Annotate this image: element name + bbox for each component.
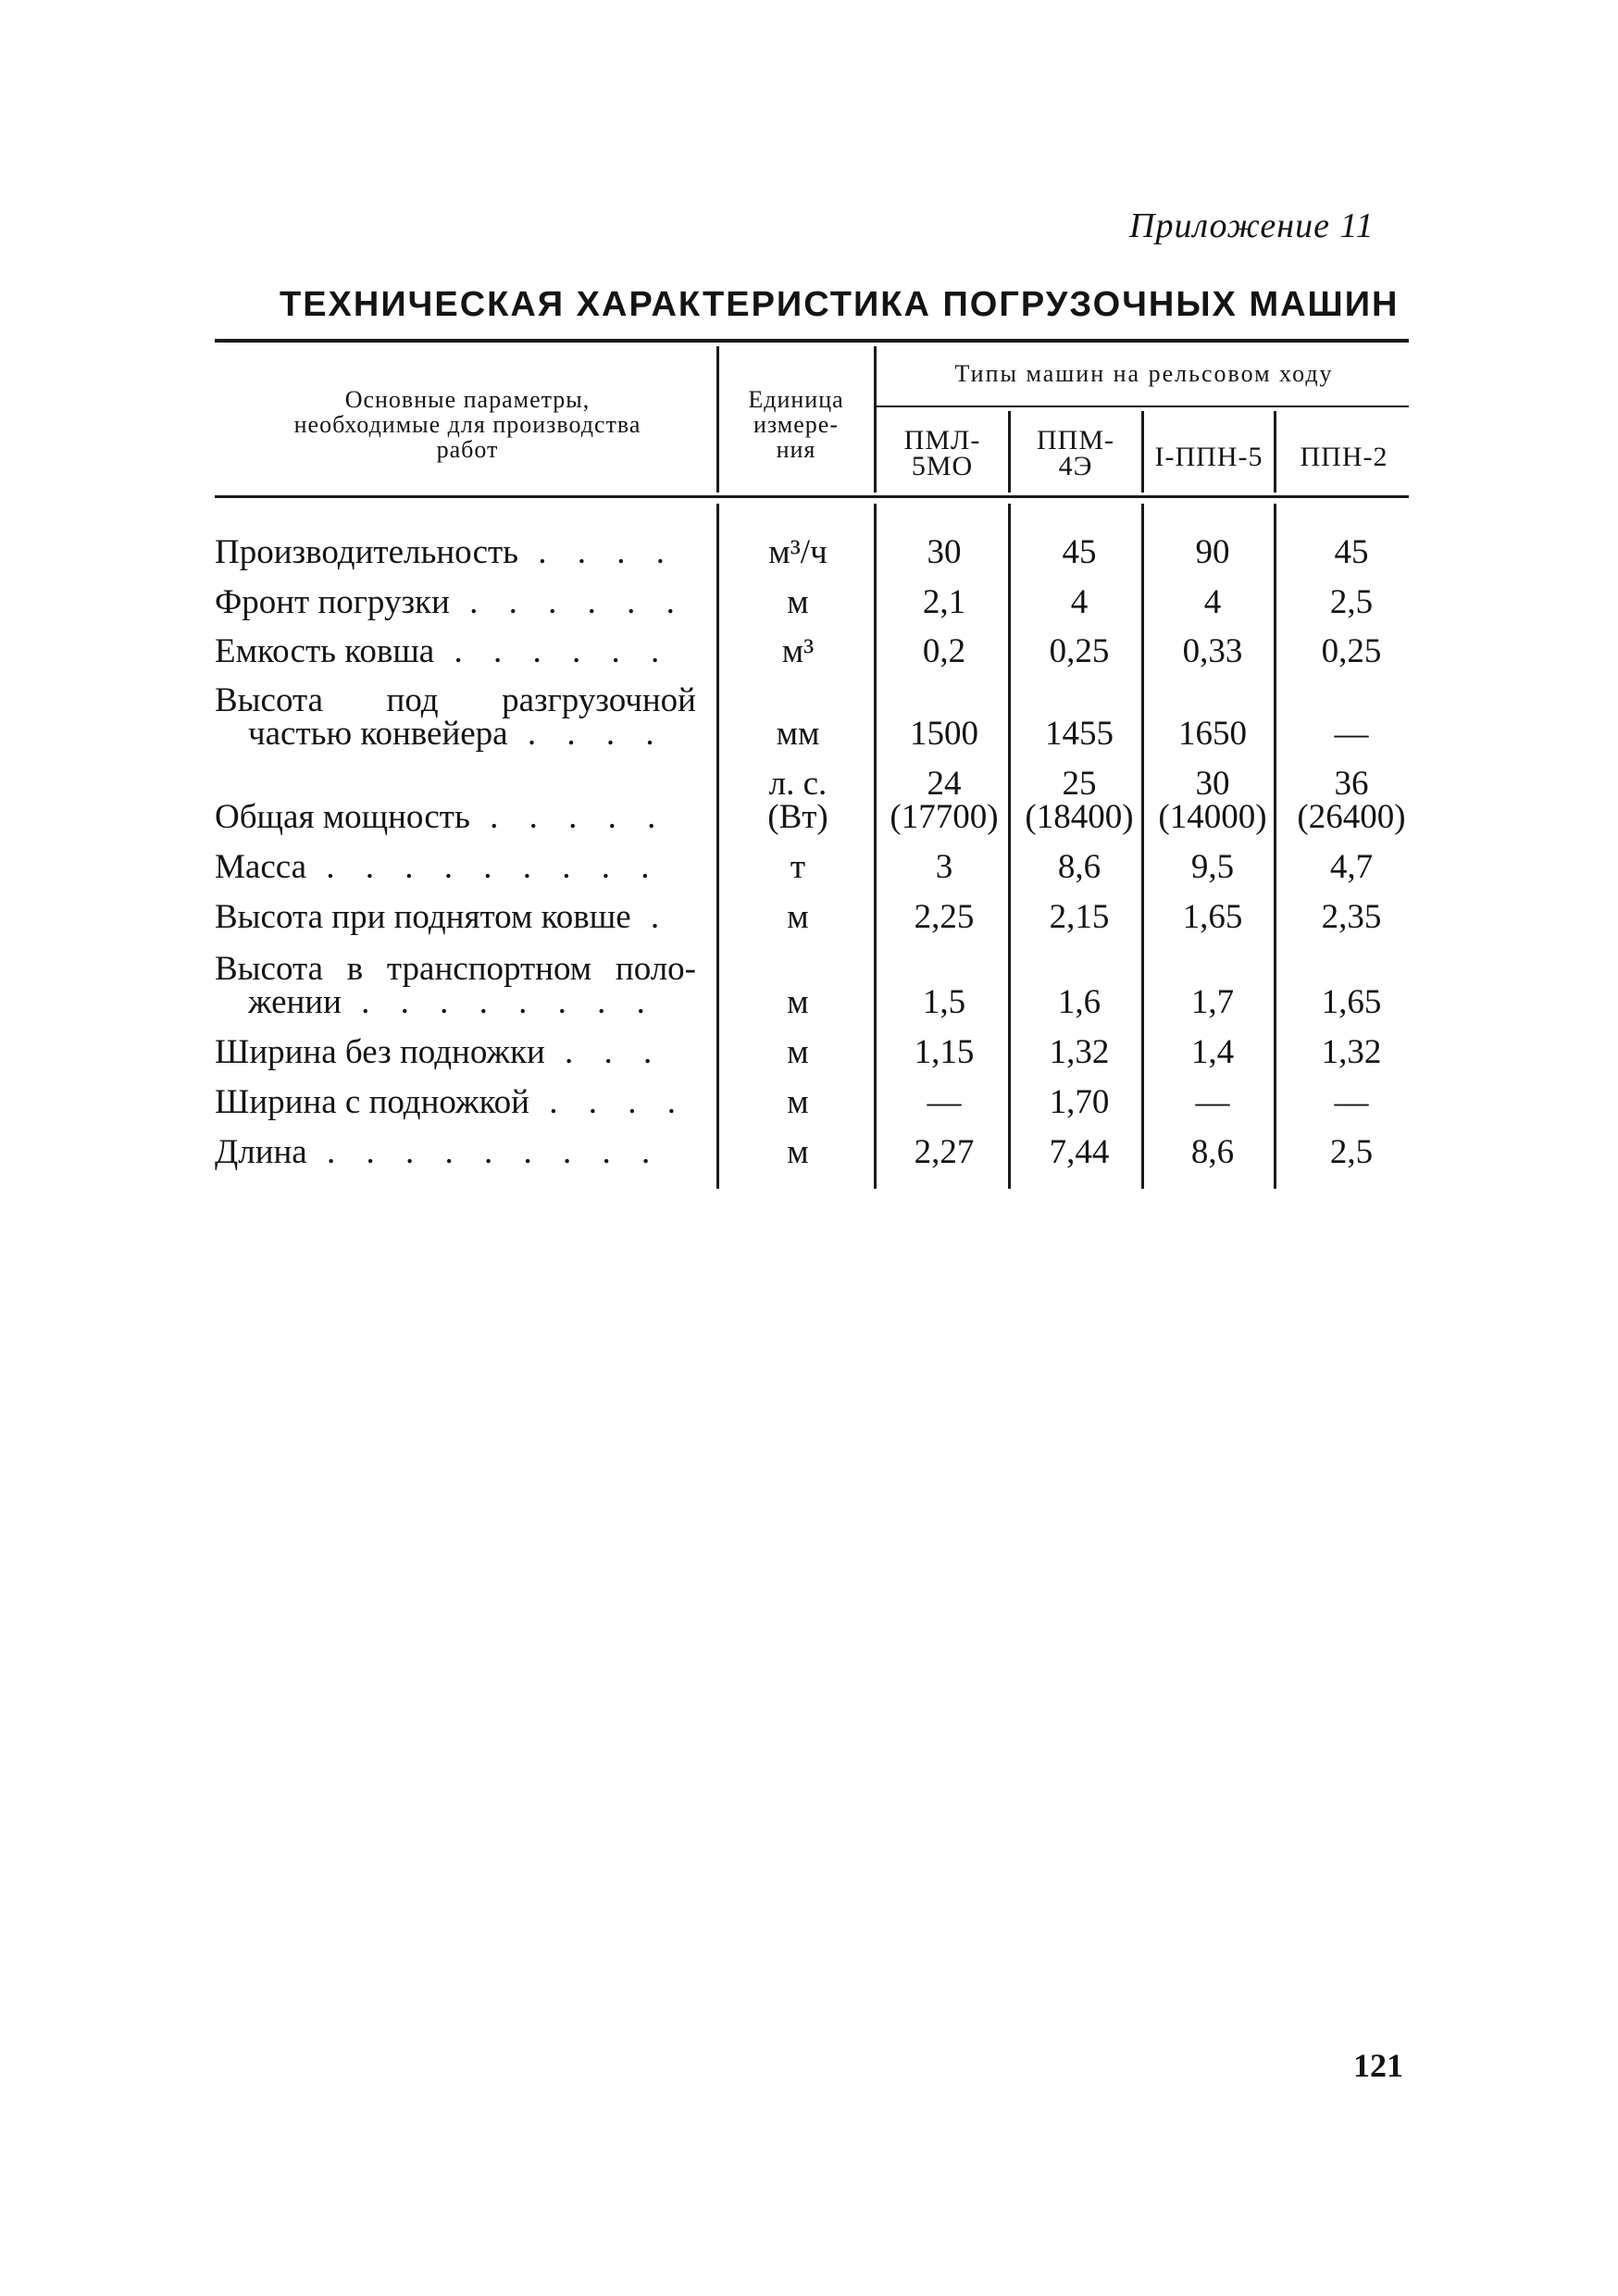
row-value: 30 [927,533,962,571]
row-param: Ширина с подножкой . . . . [215,1083,687,1121]
unit-header: Единица измере- ния [748,386,844,463]
header-divider [1274,411,1276,493]
page-number: 121 [1353,2047,1403,2084]
row-unit: м [787,983,809,1021]
row-param: Высота при поднятом ковше . [215,898,671,936]
row-value: — [1334,715,1369,753]
row-param: Масса . . . . . . . . . [215,848,661,886]
machine-group-header: Типы машин на рельсовом ходу [954,360,1334,387]
row-param-line1: Высота в транспортном поло- [215,950,696,988]
row-value: 2,27 [914,1133,975,1171]
row-value: 0,2 [922,632,966,670]
row-value: 3 [935,848,953,886]
row-value: 90 [1195,533,1230,571]
row-value-top: 24 [927,765,962,803]
row-value: (14000) [1158,798,1267,836]
table-top-rule [215,339,1409,343]
row-value: 1,7 [1190,983,1235,1021]
row-unit-top: л. с. [768,765,828,803]
body-divider [716,504,719,1189]
row-value-top: 30 [1195,765,1230,803]
row-param: Общая мощность . . . . . [215,798,667,836]
row-value: 2,25 [914,898,975,936]
row-param: Емкость ковша . . . . . . [215,632,671,670]
row-value: 1,5 [922,983,966,1021]
row-value: 1,32 [1321,1033,1382,1071]
row-value: (26400) [1297,798,1406,836]
header-divider [874,346,877,493]
row-value: 1,4 [1190,1033,1235,1071]
row-unit: м [787,583,809,621]
row-value: 2,5 [1329,583,1374,621]
row-value: 1650 [1178,715,1247,753]
row-param: жении . . . . . . . . [248,983,656,1021]
row-value: 4 [1070,583,1089,621]
row-unit: (Вт) [767,798,828,836]
row-value: 1500 [910,715,978,753]
row-value: 1,15 [914,1033,975,1071]
machine-header-ppn2: ППН-2 [1300,442,1388,472]
row-unit: м [787,1033,809,1071]
row-unit: м [787,1083,809,1121]
row-unit: т [790,848,806,886]
appendix-label: Приложение 11 [1129,206,1375,245]
row-value: 1,70 [1049,1083,1110,1121]
row-value: 2,35 [1321,898,1382,936]
header-divider [1008,411,1011,493]
row-value: 0,33 [1182,632,1243,670]
row-param: частью конвейера . . . . [248,715,666,753]
row-unit: м [787,1133,809,1171]
row-value: 1,65 [1321,983,1382,1021]
row-value: 1,32 [1049,1033,1110,1071]
table-title: ТЕХНИЧЕСКАЯ ХАРАКТЕРИСТИКА ПОГРУЗОЧНЫХ МАШИН [280,285,1400,324]
row-value: (17700) [890,798,999,836]
row-param: Длина . . . . . . . . . [215,1133,662,1171]
row-unit: м [787,898,809,936]
row-value: 0,25 [1321,632,1382,670]
row-value: 8,6 [1057,848,1101,886]
header-bottom-rule [215,495,1409,498]
row-param: Фронт погрузки . . . . . . [215,583,686,621]
row-value: 2,15 [1049,898,1110,936]
machine-header-1ppn5: I-ППН-5 [1154,442,1263,472]
row-value-top: 25 [1062,765,1097,803]
header-divider [716,346,719,493]
row-value: — [927,1083,962,1121]
row-value: 9,5 [1190,848,1235,886]
row-value: 45 [1062,533,1097,571]
row-param-line1: Высота под разгрузочной [215,681,696,719]
row-value: 2,5 [1329,1133,1374,1171]
row-value: 2,1 [922,583,966,621]
row-unit: м³/ч [768,533,828,571]
row-value: — [1195,1083,1230,1121]
machine-header-pml: ПМЛ- 5МО [903,425,981,481]
param-header: Основные параметры, необходимые для производства работ [293,386,641,463]
row-value: (18400) [1025,798,1134,836]
row-value: 1,65 [1182,898,1243,936]
row-value: 1,6 [1057,983,1101,1021]
row-value: 4 [1203,583,1222,621]
row-unit: мм [776,715,820,753]
row-unit: м³ [781,632,815,670]
machine-header-ppm: ППМ- 4Э [1037,425,1114,481]
row-param: Ширина без подножки . . . [215,1033,664,1071]
row-value: 7,44 [1049,1133,1110,1171]
row-value: 1455 [1045,715,1114,753]
machine-group-rule [874,406,1409,407]
row-value-top: 36 [1334,765,1369,803]
row-value: 0,25 [1049,632,1110,670]
row-param: Производительность . . . . [215,533,677,571]
row-value: 45 [1334,533,1369,571]
row-value: — [1334,1083,1369,1121]
row-value: 8,6 [1190,1133,1235,1171]
row-value: 4,7 [1329,848,1374,886]
